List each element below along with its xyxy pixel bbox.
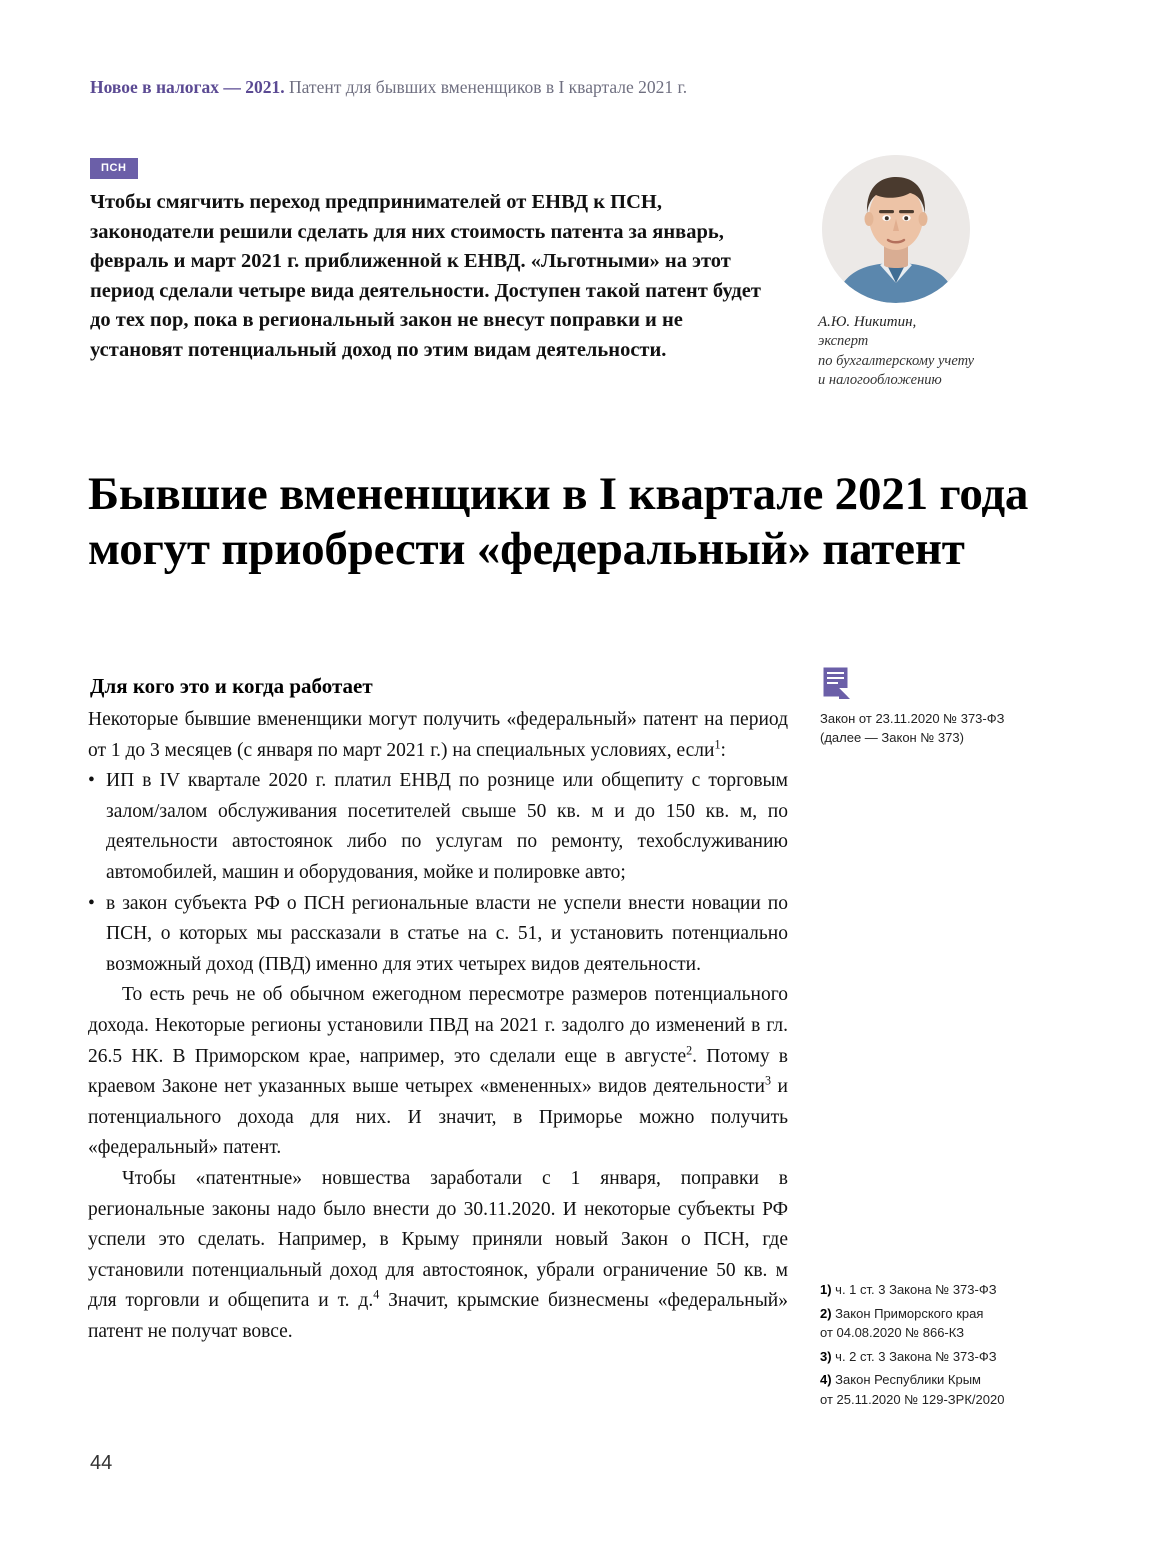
footnote-marker-4: 4 (373, 1287, 380, 1302)
footnote-marker-3: 3 (764, 1073, 772, 1088)
paragraph-crimea-b: Значит, крымские бизнесмены «федеральный» патент не получат вовсе. (88, 1290, 788, 1342)
footnote-2: 2) Закон Приморского края от 04.08.2020 № 866-КЗ (820, 1305, 984, 1340)
rail-source-note: Закон от 23.11.2020 № 373-ФЗ (далее — Закон № 373) (820, 711, 1005, 745)
page-number: 44 (90, 1452, 113, 1474)
list-item: • в закон субъекта РФ о ПСН региональные власти не успели внести новации по ПСН, о которых мы рассказали в статье на с. 51, и установить потенциально возможный доход (ПВД) именно для этих четырех видов деятельности. (88, 889, 788, 981)
author-photo (822, 155, 970, 303)
footnote-1: 1) ч. 1 ст. 3 Закона № 373-ФЗ (820, 1282, 997, 1297)
footnote-references (820, 1280, 1075, 1413)
paragraph-intro-tail: : (720, 739, 726, 761)
running-head (90, 76, 1080, 98)
document-icon (822, 666, 852, 700)
article-body (88, 705, 788, 1347)
paragraph-ppd (88, 980, 788, 1164)
running-head-series: Новое в налогах — 2021. (90, 77, 285, 97)
author-name: А.Ю. Никитин, (818, 314, 917, 330)
paragraph-ppd-c: и потенциального дохода для них. И значит, в Приморье можно получить «федеральный» патент. (88, 1076, 788, 1159)
paragraph-ppd-b: . Потому в краевом Законе нет указанных выше четырех «вмененных» видов деятельности (88, 1045, 789, 1098)
paragraph-intro-text: Некоторые бывшие вмененщики могут получить «федеральный» патент на период от 1 до 3 месяцев (с января по март 2021 г.) на специальных условиях, если (88, 709, 788, 761)
footnote-3: 3) ч. 2 ст. 3 Закона № 373-ФЗ (820, 1348, 997, 1364)
author-portrait-illustration (822, 155, 970, 303)
paragraph-ppd-a: То есть речь не об обычном ежегодном пересмотре размеров потенциального дохода. Некоторые регионы установили ПВД на 2021 г. задолго до изменений в гл. 26.5 НК. В Приморском крае, например, это сделали еще в августе (88, 984, 788, 1067)
running-head-subject: Патент для бывших вмененщиков в I квартале 2021 г. (284, 77, 688, 97)
footnote-4: 4) Закон Республики Крым от 25.11.2020 № 129-ЗРК/2020 (820, 1372, 1005, 1407)
paragraph-crimea (88, 1164, 788, 1348)
footnote-marker-2: 2 (686, 1043, 693, 1058)
footnote-marker-1: 1 (714, 737, 721, 752)
page-title: Бывшие вмененщики в I квартале 2021 года могут приобрести «федеральный» патент (88, 468, 1029, 576)
lead-paragraph: Чтобы смягчить переход предпринимателей от ЕНВД к ПСН, законодатели решили сделать для них стоимость патента за январь, февраль и март 2021 г. приближенной к ЕНВД. «Льготными» на этот период сделали четыре вида деятельности. Доступен такой патент будет до тех пор, пока в региональный закон не внесут поправки и не установят потенциальный доход по этим видам деятельности. (90, 191, 761, 361)
author-role: эксперт по бухгалтерскому учету и налогообложению (818, 333, 975, 388)
conditions-list (88, 766, 788, 980)
paragraph-crimea-a: Чтобы «патентные» новшества заработали с 1 января, поправки в региональные законы надо было внести до 30.11.2020. И некоторые субъекты РФ успели это сделать. Например, в Крыму приняли новый Закон о ПСН, где установили потенциальный доход для автостоянок, убрали ограничение 50 кв. м для торговли и общепита и т. д. (88, 1167, 788, 1312)
list-item: • ИП в IV квартале 2020 г. платил ЕНВД по рознице или общепиту с торговым залом/залом обслуживания посетителей свыше 50 кв. м и до 150 кв. м, по деятельности автостоянок либо по услугам по ремонту, техобслуживанию автомобилей, машин и оборудования, мойке и полировке авто; (88, 766, 788, 888)
rubric-badge: ПСН (90, 158, 138, 179)
paragraph-intro (88, 705, 788, 766)
section-subheading: Для кого это и когда работает (90, 674, 373, 699)
